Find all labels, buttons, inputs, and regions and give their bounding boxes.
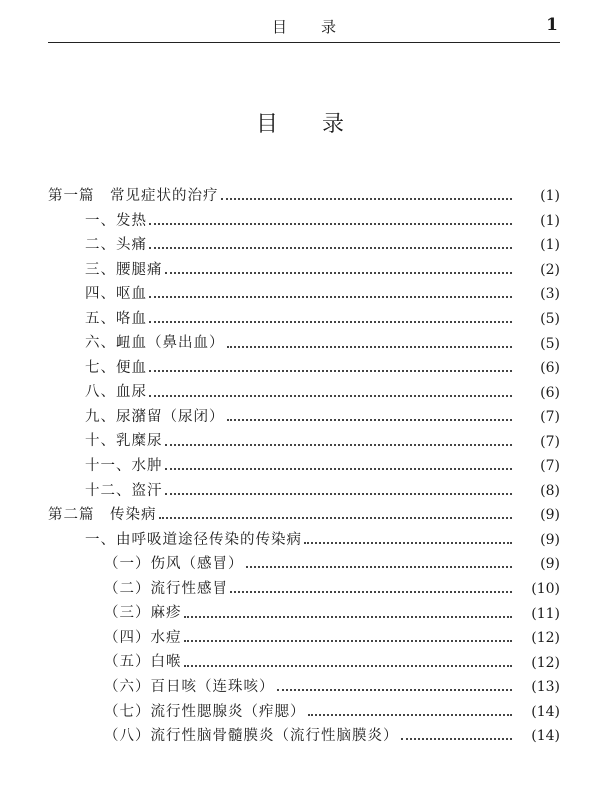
dot-leader: [184, 616, 513, 618]
toc-entry-label: （七）流行性腮腺炎（痄腮）: [104, 703, 306, 720]
dot-leader: [221, 198, 513, 200]
page-title: 目录: [255, 112, 388, 137]
toc-entry[interactable]: [0, 552, 600, 577]
toc-entry[interactable]: [0, 233, 600, 258]
toc-entry-label: 三、腰腿痛: [85, 261, 163, 278]
toc-entry-label: （八）流行性脑骨髓膜炎（流行性脑膜炎）: [104, 728, 399, 745]
toc-entry[interactable]: [0, 724, 600, 749]
toc-entry-page: (13): [531, 679, 560, 696]
toc-entry-page: (1): [540, 212, 560, 229]
dot-leader: [308, 714, 513, 716]
toc-entry-label: （四）水痘: [104, 629, 182, 646]
toc-part-entry[interactable]: [0, 503, 600, 528]
toc-entry-label: 五、咯血: [85, 310, 147, 327]
dot-leader: [149, 370, 512, 372]
toc-entry-page: (12): [531, 630, 560, 647]
toc-entry-label: 十二、盗汗: [85, 482, 163, 499]
dot-leader: [149, 247, 512, 249]
dot-leader: [165, 272, 513, 274]
toc-entry-label: 第二篇 传染病: [48, 507, 157, 524]
toc-entry-label: 七、便血: [85, 359, 147, 376]
toc-entry-label: 第一篇 常见症状的治疗: [48, 188, 219, 205]
toc-entry[interactable]: [0, 454, 600, 479]
toc-entry-label: 十一、水肿: [85, 458, 163, 475]
toc-entry-page: (7): [540, 409, 560, 426]
dot-leader: [304, 542, 512, 544]
toc-entry[interactable]: [0, 675, 600, 700]
toc-entry[interactable]: [0, 331, 600, 356]
table-of-contents: [0, 184, 600, 749]
dot-leader: [277, 689, 513, 691]
toc-entry-page: (9): [540, 531, 560, 548]
toc-entry[interactable]: [0, 479, 600, 504]
toc-entry-page: (14): [531, 728, 560, 745]
toc-entry-page: (9): [540, 556, 560, 573]
toc-entry[interactable]: [0, 258, 600, 283]
dot-leader: [227, 419, 513, 421]
running-title: 目录: [271, 18, 370, 36]
toc-entry-page: (6): [540, 360, 560, 377]
dot-leader: [401, 738, 513, 740]
running-header: [48, 14, 560, 43]
dot-leader: [184, 640, 513, 642]
toc-entry-page: (3): [540, 286, 560, 303]
toc-entry[interactable]: [0, 307, 600, 332]
toc-entry-label: （三）麻疹: [104, 605, 182, 622]
dot-leader: [159, 517, 513, 519]
page-number: 1: [546, 15, 558, 35]
dot-leader: [149, 223, 512, 225]
toc-entry[interactable]: [0, 528, 600, 553]
toc-entry[interactable]: [0, 577, 600, 602]
toc-entry[interactable]: [0, 405, 600, 430]
dot-leader: [227, 346, 513, 348]
toc-entry-page: (12): [531, 654, 560, 671]
toc-entry-page: (6): [540, 384, 560, 401]
toc-entry-label: 二、头痛: [85, 237, 147, 254]
dot-leader: [246, 566, 513, 568]
toc-entry-label: （六）百日咳（连珠咳）: [104, 678, 275, 695]
toc-entry-label: （二）流行性感冒: [104, 580, 228, 597]
toc-entry-label: 四、呕血: [85, 286, 147, 303]
toc-entry-page: (9): [540, 507, 560, 524]
toc-entry[interactable]: [0, 429, 600, 454]
toc-entry-label: 六、衄血（鼻出血）: [85, 335, 225, 352]
toc-entry-label: （一）伤风（感冒）: [104, 556, 244, 573]
toc-entry[interactable]: [0, 601, 600, 626]
dot-leader: [149, 395, 512, 397]
dot-leader: [230, 591, 512, 593]
dot-leader: [165, 468, 513, 470]
toc-entry-page: (1): [540, 237, 560, 254]
toc-entry[interactable]: [0, 380, 600, 405]
toc-entry-page: (7): [540, 458, 560, 475]
toc-entry-label: （五）白喉: [104, 654, 182, 671]
toc-entry-page: (14): [531, 703, 560, 720]
toc-entry-page: (1): [540, 188, 560, 205]
toc-entry-page: (5): [540, 335, 560, 352]
toc-entry-page: (8): [540, 482, 560, 499]
toc-entry[interactable]: [0, 209, 600, 234]
dot-leader: [149, 296, 512, 298]
dot-leader: [184, 665, 513, 667]
toc-entry-label: 一、发热: [85, 212, 147, 229]
toc-entry-label: 九、尿潴留（尿闭）: [85, 408, 225, 425]
toc-part-entry[interactable]: [0, 184, 600, 209]
toc-entry-label: 八、血尿: [85, 384, 147, 401]
toc-entry-label: 十、乳糜尿: [85, 433, 163, 450]
toc-entry-page: (10): [531, 581, 560, 598]
dot-leader: [149, 321, 512, 323]
dot-leader: [165, 493, 513, 495]
toc-entry-page: (5): [540, 311, 560, 327]
toc-entry[interactable]: [0, 282, 600, 307]
toc-entry-page: (2): [540, 261, 560, 278]
toc-entry-page: (7): [540, 433, 560, 450]
toc-entry[interactable]: [0, 650, 600, 675]
toc-entry-label: 一、由呼吸道途径传染的传染病: [85, 531, 302, 548]
toc-entry[interactable]: [0, 356, 600, 381]
toc-entry-page: (11): [531, 605, 560, 622]
dot-leader: [165, 444, 513, 446]
toc-entry[interactable]: [0, 699, 600, 724]
toc-entry[interactable]: [0, 626, 600, 651]
